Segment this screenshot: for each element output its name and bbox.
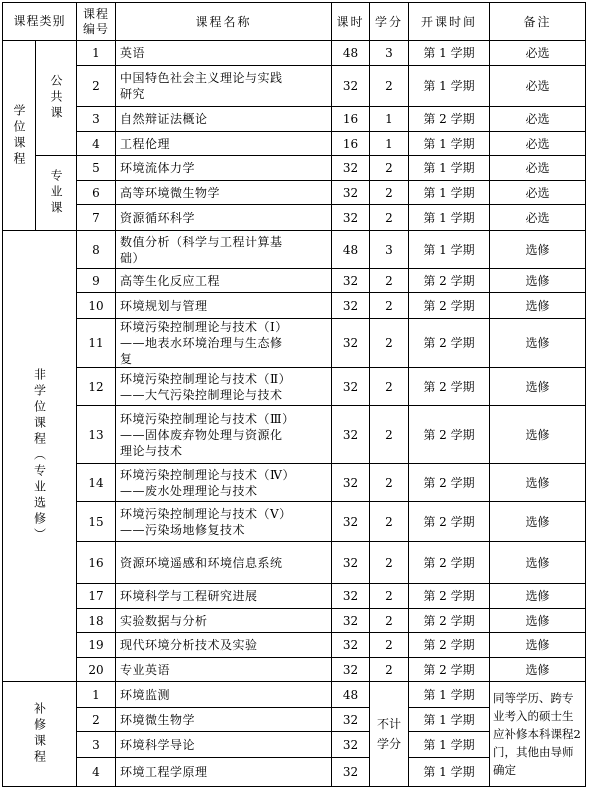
credits-cell: 2 — [370, 633, 409, 658]
course-no-cell: 3 — [77, 107, 116, 132]
term-cell: 第 2 学期 — [409, 293, 490, 319]
hours-cell: 32 — [332, 464, 370, 502]
remark-cell: 选修 — [490, 406, 586, 464]
course-name-cell: 工程伦理 — [116, 132, 332, 156]
table-row — [3, 269, 586, 293]
term-cell: 第 2 学期 — [409, 406, 490, 464]
term-cell: 第 1 学期 — [409, 682, 490, 708]
course-name-line: ——污染场地修复技术 — [120, 522, 246, 537]
course-no-cell: 9 — [77, 269, 116, 293]
course-no-cell: 11 — [77, 319, 116, 368]
credits-cell: 2 — [370, 156, 409, 181]
course-name-cell — [116, 464, 332, 502]
course-no-cell: 6 — [77, 181, 116, 205]
course-name-cell — [116, 231, 332, 269]
credits-cell: 2 — [370, 66, 409, 107]
course-name-cell: 环境监测 — [116, 682, 332, 708]
course-name-line: 环境污染控制理论与技术（Ⅰ） — [120, 320, 288, 334]
credits-cell: 2 — [370, 502, 409, 542]
remark-cell: 选修 — [490, 368, 586, 406]
course-name-line: ——固体废弃物处理与资源化 — [120, 427, 283, 442]
table-row — [3, 41, 586, 66]
hours-cell: 32 — [332, 205, 370, 231]
course-name-line: 中国特色社会主义理论与实践 — [120, 71, 283, 85]
course-no-cell: 14 — [77, 464, 116, 502]
group-non-degree: 非学位课程（专业选修） — [3, 231, 77, 682]
hours-cell: 32 — [332, 658, 370, 682]
table-row — [3, 293, 586, 319]
hours-cell: 32 — [332, 609, 370, 633]
table-row — [3, 609, 586, 633]
remark-cell: 必选 — [490, 107, 586, 132]
table-row — [3, 132, 586, 156]
header-term: 开课时间 — [409, 3, 490, 41]
term-cell: 第 1 学期 — [409, 758, 490, 787]
credits-cell: 1 — [370, 132, 409, 156]
hours-cell: 32 — [332, 708, 370, 732]
course-no-cell: 10 — [77, 293, 116, 319]
credits-cell: 2 — [370, 181, 409, 205]
course-name-cell: 英语 — [116, 41, 332, 66]
remark-cell: 选修 — [490, 502, 586, 542]
course-name-cell — [116, 368, 332, 406]
subgroup-major: 专业课 — [36, 156, 77, 231]
remark-cell: 选修 — [490, 542, 586, 584]
hours-cell: 32 — [332, 732, 370, 758]
header-course-name: 课程名称 — [116, 3, 332, 41]
course-name-cell — [116, 406, 332, 464]
course-name-cell — [116, 502, 332, 542]
hours-cell: 32 — [332, 406, 370, 464]
term-cell: 第 2 学期 — [409, 633, 490, 658]
course-name-line: 研究 — [120, 87, 146, 101]
term-cell: 第 1 学期 — [409, 41, 490, 66]
credits-cell: 3 — [370, 231, 409, 269]
term-cell: 第 2 学期 — [409, 107, 490, 132]
course-no-cell: 19 — [77, 633, 116, 658]
remark-cell: 必选 — [490, 205, 586, 231]
remark-cell: 选修 — [490, 464, 586, 502]
course-no-cell: 8 — [77, 231, 116, 269]
course-name-cell: 环境规划与管理 — [116, 293, 332, 319]
term-cell: 第 1 学期 — [409, 205, 490, 231]
hours-cell: 48 — [332, 231, 370, 269]
hours-cell: 32 — [332, 269, 370, 293]
credits-cell: 2 — [370, 319, 409, 368]
table-row — [3, 368, 586, 406]
term-cell: 第 2 学期 — [409, 368, 490, 406]
term-cell: 第 1 学期 — [409, 732, 490, 758]
header-remark: 备注 — [490, 3, 586, 41]
table-row — [3, 464, 586, 502]
course-name-line: 环境污染控制理论与技术（Ⅳ） — [120, 467, 295, 482]
course-name-line: 环境污染控制理论与技术（Ⅴ） — [120, 506, 292, 521]
term-cell: 第 2 学期 — [409, 319, 490, 368]
table-row — [3, 633, 586, 658]
header-hours: 课时 — [332, 3, 370, 41]
remark-cell: 必选 — [490, 41, 586, 66]
table-row — [3, 682, 586, 708]
credits-cell: 2 — [370, 584, 409, 609]
course-no-cell: 5 — [77, 156, 116, 181]
hours-cell: 32 — [332, 293, 370, 319]
hours-cell: 32 — [332, 502, 370, 542]
term-cell: 第 2 学期 — [409, 502, 490, 542]
credits-cell: 2 — [370, 406, 409, 464]
credits-cell: 3 — [370, 41, 409, 66]
hours-cell: 32 — [332, 319, 370, 368]
hours-cell: 32 — [332, 633, 370, 658]
hours-cell: 16 — [332, 107, 370, 132]
credits-cell: 2 — [370, 205, 409, 231]
table-row — [3, 319, 586, 368]
table-row — [3, 107, 586, 132]
course-no-cell: 3 — [77, 732, 116, 758]
course-name-cell: 环境工程学原理 — [116, 758, 332, 787]
course-name-line: 环境污染控制理论与技术（Ⅲ） — [120, 411, 295, 426]
course-name-line: ——废水处理理论与技术 — [120, 483, 258, 498]
term-cell: 第 2 学期 — [409, 464, 490, 502]
term-cell: 第 2 学期 — [409, 542, 490, 584]
hours-cell: 32 — [332, 368, 370, 406]
table-row — [3, 156, 586, 181]
table-row — [3, 66, 586, 107]
remark-cell: 必选 — [490, 132, 586, 156]
table-row — [3, 231, 586, 269]
course-name-cell: 现代环境分析技术及实验 — [116, 633, 332, 658]
course-no-cell: 1 — [77, 682, 116, 708]
term-cell: 第 2 学期 — [409, 584, 490, 609]
course-no-cell: 16 — [77, 542, 116, 584]
remark-cell: 选修 — [490, 658, 586, 682]
course-name-cell: 环境微生物学 — [116, 708, 332, 732]
table-row — [3, 502, 586, 542]
credits-cell: 2 — [370, 464, 409, 502]
subgroup-public: 公共课 — [36, 41, 77, 156]
course-table — [2, 2, 586, 787]
remedial-remark-cell: 同等学历、跨专业考入的硕士生应补修本科课程2门，其他由导师确定 — [490, 682, 586, 787]
course-name-line: 理论与技术 — [120, 443, 183, 458]
table-row — [3, 205, 586, 231]
header-row — [3, 3, 586, 41]
credits-cell: 2 — [370, 293, 409, 319]
course-name-line: 础） — [120, 250, 146, 265]
credits-cell: 2 — [370, 658, 409, 682]
course-no-cell: 2 — [77, 66, 116, 107]
course-name-cell: 自然辩证法概论 — [116, 107, 332, 132]
remark-cell: 选修 — [490, 269, 586, 293]
course-no-cell: 18 — [77, 609, 116, 633]
course-name-cell: 实验数据与分析 — [116, 609, 332, 633]
course-no-cell: 15 — [77, 502, 116, 542]
course-no-cell: 13 — [77, 406, 116, 464]
table-row — [3, 181, 586, 205]
remark-cell: 必选 — [490, 156, 586, 181]
hours-cell: 16 — [332, 132, 370, 156]
credits-cell: 1 — [370, 107, 409, 132]
course-name-line: 环境污染控制理论与技术（Ⅱ） — [120, 371, 292, 386]
header-credits: 学分 — [370, 3, 409, 41]
group-remedial: 补修课程 — [3, 682, 77, 787]
remark-cell: 选修 — [490, 609, 586, 633]
hours-cell: 32 — [332, 542, 370, 584]
remedial-credits-cell: 不计学分 — [370, 682, 409, 787]
course-name-line: 复 — [120, 352, 133, 366]
hours-cell: 32 — [332, 181, 370, 205]
remark-cell: 必选 — [490, 181, 586, 205]
term-cell: 第 1 学期 — [409, 132, 490, 156]
term-cell: 第 1 学期 — [409, 66, 490, 107]
course-no-cell: 4 — [77, 132, 116, 156]
course-name-cell: 专业英语 — [116, 658, 332, 682]
term-cell: 第 1 学期 — [409, 156, 490, 181]
course-name-cell: 高等生化反应工程 — [116, 269, 332, 293]
course-no-cell: 2 — [77, 708, 116, 732]
course-table-wrapper — [2, 2, 586, 787]
course-name-line: ——地表水环境治理与生态修 — [120, 336, 283, 350]
course-name-cell: 环境科学导论 — [116, 732, 332, 758]
hours-cell: 32 — [332, 156, 370, 181]
header-course-no: 课程编号 — [77, 3, 116, 41]
course-name-line: 数值分析（科学与工程计算基 — [120, 234, 283, 249]
remark-cell: 选修 — [490, 584, 586, 609]
term-cell: 第 1 学期 — [409, 708, 490, 732]
course-no-cell: 7 — [77, 205, 116, 231]
hours-cell: 32 — [332, 758, 370, 787]
course-no-cell: 20 — [77, 658, 116, 682]
course-name-cell: 环境流体力学 — [116, 156, 332, 181]
course-name-cell — [116, 319, 332, 368]
remark-cell: 选修 — [490, 293, 586, 319]
course-name-cell — [116, 66, 332, 107]
course-no-cell: 4 — [77, 758, 116, 787]
hours-cell: 48 — [332, 41, 370, 66]
credits-cell: 2 — [370, 269, 409, 293]
table-row — [3, 406, 586, 464]
remark-cell: 必选 — [490, 66, 586, 107]
course-no-cell: 17 — [77, 584, 116, 609]
remark-cell: 选修 — [490, 231, 586, 269]
course-name-cell: 资源环境遥感和环境信息系统 — [116, 542, 332, 584]
term-cell: 第 2 学期 — [409, 609, 490, 633]
header-category: 课程类别 — [3, 3, 77, 41]
table-row — [3, 542, 586, 584]
hours-cell: 32 — [332, 66, 370, 107]
credits-cell: 2 — [370, 609, 409, 633]
remark-cell: 选修 — [490, 633, 586, 658]
table-row — [3, 658, 586, 682]
term-cell: 第 1 学期 — [409, 181, 490, 205]
table-row — [3, 584, 586, 609]
term-cell: 第 1 学期 — [409, 231, 490, 269]
credits-cell: 2 — [370, 542, 409, 584]
credits-cell: 2 — [370, 368, 409, 406]
course-name-cell: 高等环境微生物学 — [116, 181, 332, 205]
hours-cell: 48 — [332, 682, 370, 708]
group-degree: 学位课程 — [3, 41, 36, 231]
term-cell: 第 2 学期 — [409, 269, 490, 293]
course-name-line: ——大气污染控制理论与技术 — [120, 387, 283, 402]
hours-cell: 32 — [332, 584, 370, 609]
course-no-cell: 1 — [77, 41, 116, 66]
course-name-cell: 资源循环科学 — [116, 205, 332, 231]
remark-cell: 选修 — [490, 319, 586, 368]
course-no-cell: 12 — [77, 368, 116, 406]
course-name-cell: 环境科学与工程研究进展 — [116, 584, 332, 609]
term-cell: 第 2 学期 — [409, 658, 490, 682]
